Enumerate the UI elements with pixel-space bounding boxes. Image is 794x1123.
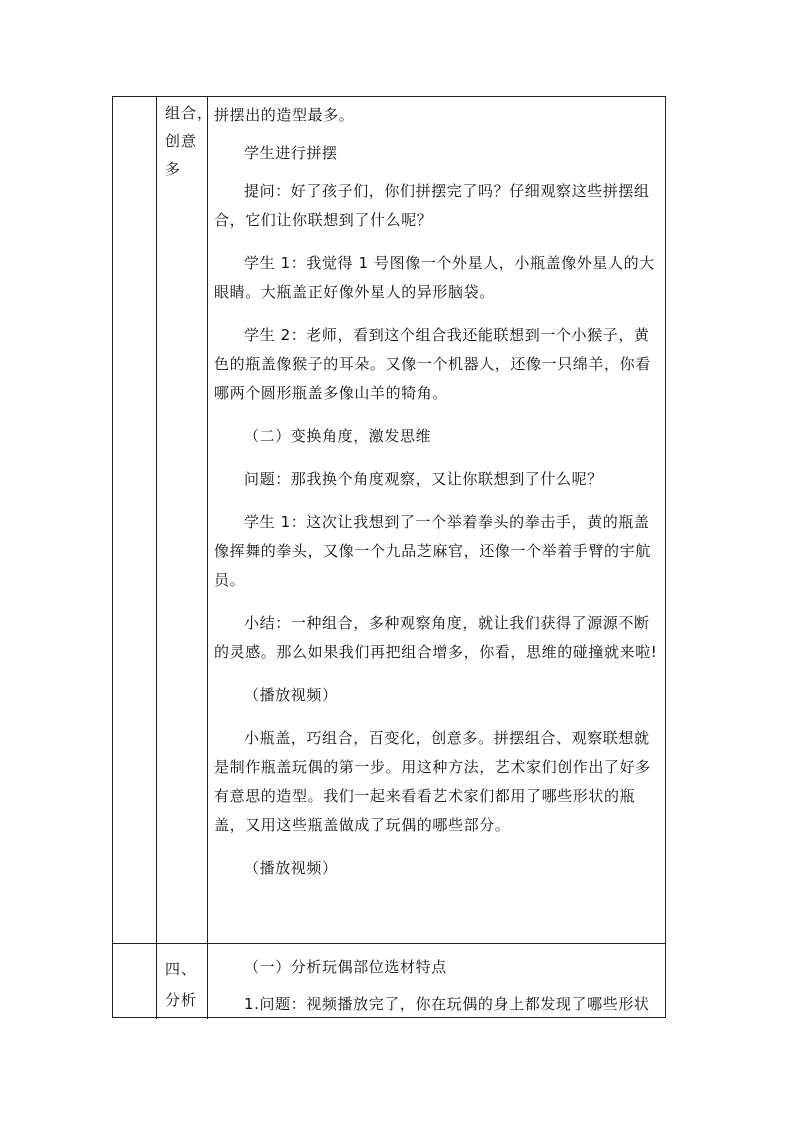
content-text [214, 949, 659, 1023]
stage-label [165, 99, 214, 183]
table-row [113, 97, 665, 943]
content-paragraph: 小结：一种组合，多种观察角度，就让我们获得了源源不断的灵感。那么如果我们再把组合增多，你看，思维的碰撞就来啦! [214, 614, 658, 661]
content-paragraph: 小瓶盖，巧组合，百变化，创意多。拼摆组合、观察联想就是制作瓶盖玩偶的第一步。用这种方法，艺术家们创作出了好多有意思的造型。我们一起来看看艺术家们都用了哪些形状的瓶盖，又用这些瓶盖做成了玩偶的哪些部分。 [214, 729, 651, 834]
content-paragraph: 提问：好了孩子们，你们拼摆完了吗？仔细观察这些拼摆组合，它们让你联想到了什么呢？ [214, 182, 650, 229]
content-paragraph: 学生 2：老师，看到这个组合我还能联想到一个小猴子，黄色的瓶盖像猴子的耳朵。又像一个机器人，还像一只绵羊，你看哪两个圆形瓶盖多像山羊的犄角。 [214, 326, 651, 402]
content-paragraph: （播放视频） [244, 859, 338, 877]
stage-label [165, 954, 205, 1016]
stage-line: 组合， [165, 104, 214, 122]
content-paragraph: 问题：那我换个角度观察，又让你联想到了什么呢？ [244, 470, 603, 488]
stage-cell [157, 944, 208, 1019]
content-paragraph: 1.问题：视频播放完了，你在玩偶的身上都发现了哪些形状 [244, 995, 650, 1013]
content-paragraph: （播放视频） [244, 686, 338, 704]
step-cell [113, 944, 157, 1019]
content-paragraph: （一）分析玩偶部位选材特点 [244, 958, 447, 976]
content-text [214, 101, 659, 883]
stage-line: 多 [165, 160, 182, 178]
stage-line: 四、 [165, 960, 198, 978]
content-paragraph: 学生进行拼摆 [244, 144, 338, 162]
stage-cell [157, 97, 214, 943]
content-paragraph: 学生 1：我觉得 1 号图像一个外星人，小瓶盖像外星人的大眼睛。大瓶盖正好像外星人的异形脑袋。 [214, 254, 655, 301]
content-cell [208, 97, 667, 943]
content-paragraph: 学生 1：这次让我想到了一个举着拳头的拳击手，黄的瓶盖像挥舞的拳头，又像一个九品芝麻官，还像一个举着手臂的宇航员。 [214, 513, 651, 589]
content-paragraph: （二）变换角度，激发思维 [244, 427, 432, 445]
content-paragraph: 拼摆出的造型最多。 [214, 106, 355, 124]
lesson-plan-table [112, 96, 666, 1018]
table-row [113, 943, 665, 1019]
content-cell [208, 944, 667, 1019]
step-cell [113, 97, 157, 943]
stage-line: 创意 [165, 132, 198, 150]
stage-line: 分析 [165, 991, 198, 1009]
